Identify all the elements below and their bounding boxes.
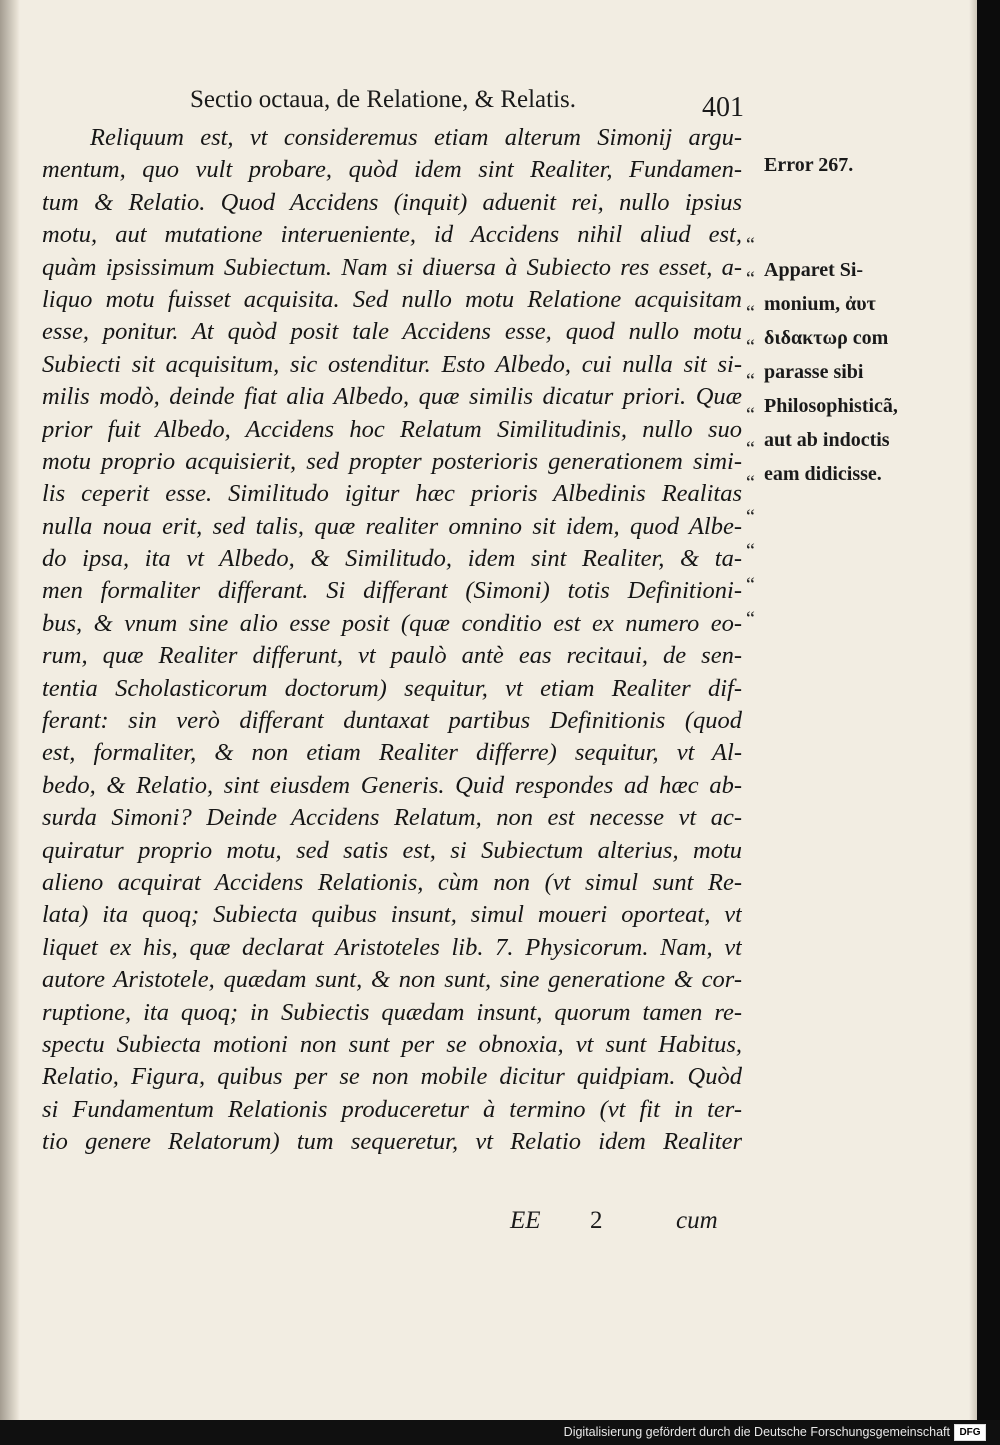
text-line: autore Aristotele, quædam sunt, & non sunt, sine generatione & cor- bbox=[42, 966, 742, 994]
side-note-line: parasse sibi bbox=[764, 361, 864, 383]
text-line: rum, quæ Realiter differunt, vt paulò antè eas recitaui, de sen- bbox=[42, 642, 742, 670]
text-line: mentum, quo vult probare, quòd idem sint Realiter, Fundamen- bbox=[42, 156, 742, 184]
text-line: quàm ipsissimum Subiectum. Nam si diuersa à Subiecto res esset, a- bbox=[42, 253, 742, 281]
dfg-logo: DFG bbox=[954, 1424, 986, 1441]
text-line: ruptione, ita quoq; in Subiectis quædam insunt, quorum tamen re- bbox=[42, 998, 742, 1026]
quote-mark: “ bbox=[746, 540, 755, 562]
footer-bar bbox=[0, 1420, 1000, 1445]
text-line: liquet ex his, quæ declarat Aristoteles lib. 7. Physicorum. Nam, vt bbox=[42, 933, 742, 961]
funding-notice: Digitalisierung gefördert durch die Deutsche Forschungsgemeinschaft bbox=[563, 1425, 950, 1439]
text-line: motu, aut mutatione interueniente, id Accidens nihil aliud est, bbox=[42, 221, 742, 249]
error-note: Error 267. bbox=[764, 154, 854, 176]
quote-mark: “ bbox=[746, 438, 755, 460]
text-line: bedo, & Relatio, sint eiusdem Generis. Quid respondes ad hæc ab- bbox=[42, 771, 742, 799]
text-line: spectu Subiecta motioni non sunt per se obnoxia, vt sunt Habitus, bbox=[42, 1030, 742, 1058]
text-line: si Fundamentum Relationis produceretur à termino (vt fit in ter- bbox=[42, 1095, 742, 1123]
text-line: men formaliter differant. Si differant (Simoni) totis Definitioni- bbox=[42, 577, 742, 605]
quote-mark: “ bbox=[746, 608, 755, 630]
marginalia bbox=[764, 148, 898, 491]
quote-mark: “ bbox=[746, 302, 755, 324]
text-line: milis modò, deinde fiat alia Albedo, quæ similis dicatur priori. Quæ bbox=[42, 383, 742, 411]
quote-mark: “ bbox=[746, 506, 755, 528]
side-note-line: Philosophisticã, bbox=[764, 395, 898, 417]
text-line: Reliquum est, vt consideremus etiam alterum Simonij argu- bbox=[90, 124, 742, 151]
text-line: quiratur proprio motu, sed satis est, si Subiectum alterius, motu bbox=[42, 836, 742, 864]
side-note-line: Apparet Si- bbox=[764, 259, 864, 281]
quotation-marks-column bbox=[746, 228, 755, 636]
text-line: alieno acquirat Accidens Relationis, cùm non (vt simul sunt Re- bbox=[42, 868, 742, 896]
text-line: prior fuit Albedo, Accidens hoc Relatum Similitudinis, nullo suo bbox=[42, 415, 742, 443]
quote-mark: “ bbox=[746, 574, 755, 596]
side-note-line: διδακτωρ com bbox=[764, 327, 889, 349]
text-line: liquo motu fuisset acquisita. Sed nullo motu Relatione acquisitam bbox=[42, 285, 742, 313]
quote-mark: “ bbox=[746, 472, 755, 494]
quote-mark: “ bbox=[746, 404, 755, 426]
side-note-line: eam didicisse. bbox=[764, 463, 882, 485]
quote-mark: “ bbox=[746, 268, 755, 290]
text-line: ferant: sin verò differant duntaxat partibus Definitionis (quod bbox=[42, 707, 742, 735]
catchword-line bbox=[510, 1207, 718, 1235]
text-line: nulla noua erit, sed talis, quæ realiter omnino sit idem, quod Albe- bbox=[42, 512, 742, 540]
text-line: Relatio, Figura, quibus per se non mobile dicitur quidpiam. Quòd bbox=[42, 1063, 742, 1091]
text-line: est, formaliter, & non etiam Realiter differre) sequitur, vt Al- bbox=[42, 739, 742, 767]
text-line: tentia Scholasticorum doctorum) sequitur, vt etiam Realiter dif- bbox=[42, 674, 742, 702]
catchword: cum bbox=[676, 1207, 718, 1234]
body-text bbox=[42, 122, 742, 1159]
quote-mark: “ bbox=[746, 336, 755, 358]
side-note-line: aut ab indoctis bbox=[764, 429, 890, 451]
running-title: Sectio octaua, de Relatione, & Relatis. bbox=[190, 86, 576, 113]
signature-mark: EE bbox=[510, 1207, 541, 1234]
quote-mark: “ bbox=[746, 234, 755, 256]
page-number: 401 bbox=[702, 92, 744, 123]
quote-mark: “ bbox=[746, 370, 755, 392]
text-line: Subiecti sit acquisitum, sic ostenditur. Esto Albedo, cui nulla sit si- bbox=[42, 350, 742, 378]
text-line: bus, & vnum sine alio esse posit (quæ conditio est ex numero eo- bbox=[42, 609, 742, 637]
signature-number: 2 bbox=[590, 1207, 603, 1234]
text-line: motu proprio acquisierit, sed propter posterioris generationem simi- bbox=[42, 447, 742, 475]
text-line: lis ceperit esse. Similitudo igitur hæc prioris Albedinis Realitas bbox=[42, 480, 742, 508]
side-note-line: monium, ἀυτ bbox=[764, 293, 876, 315]
text-line: esse, ponitur. At quòd posit tale Accidens esse, quod nullo motu bbox=[42, 318, 742, 346]
text-line: do ipsa, ita vt Albedo, & Similitudo, idem sint Realiter, & ta- bbox=[42, 545, 742, 573]
text-line: tum & Relatio. Quod Accidens (inquit) aduenit rei, nullo ipsius bbox=[42, 188, 742, 216]
text-line: lata) ita quoq; Subiecta quibus insunt, simul moueri oporteat, vt bbox=[42, 901, 742, 929]
text-line: surda Simoni? Deinde Accidens Relatum, non est necesse vt ac- bbox=[42, 804, 742, 832]
text-line: tio genere Relatorum) tum sequeretur, vt Relatio idem Realiter bbox=[42, 1128, 742, 1156]
